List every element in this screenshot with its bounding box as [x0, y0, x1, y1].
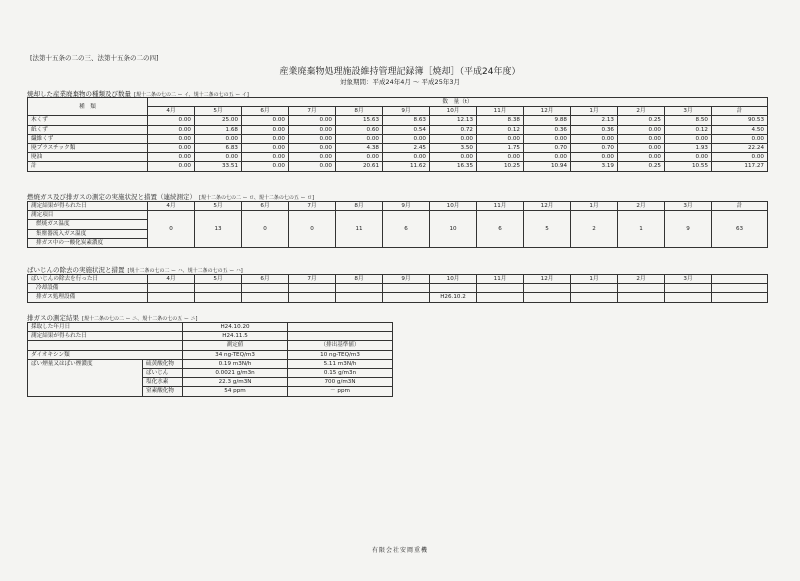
combustion-count: 0 [242, 211, 289, 248]
waste-value: 0.72 [430, 125, 477, 134]
soot-label: ばい煙量又はばい煙濃度 [28, 359, 143, 396]
waste-value: 3.19 [571, 162, 618, 171]
waste-type-label: 廃プラスチック類 [28, 143, 148, 152]
dust-heading-text: ばいじんの除去の実施状況と措置 [27, 266, 125, 274]
waste-row [28, 134, 768, 143]
waste-value: 0.36 [524, 125, 571, 134]
waste-value: 12.13 [430, 116, 477, 125]
exhaust-table [27, 322, 393, 397]
month-header: 4月 [148, 107, 195, 116]
waste-value: 1.93 [665, 143, 712, 152]
measurement-items-title: 測定項目 [28, 211, 148, 220]
waste-value: 0.00 [289, 143, 336, 152]
combustion-table [27, 201, 768, 248]
waste-row [28, 125, 768, 134]
waste-value: 0.70 [524, 143, 571, 152]
waste-value: 0.00 [383, 153, 430, 162]
waste-value: 0.36 [571, 125, 618, 134]
month-header: 4月 [148, 202, 195, 211]
combustion-count: 1 [618, 211, 665, 248]
waste-value: 0.00 [618, 143, 665, 152]
waste-value: 0.00 [477, 134, 524, 143]
waste-row [28, 143, 768, 152]
exhaust-header-row [28, 341, 393, 350]
waste-value: 8.63 [383, 116, 430, 125]
soot-item-label: 窒素酸化物 [143, 387, 183, 396]
waste-value: 0.00 [524, 153, 571, 162]
waste-value: 0.00 [665, 153, 712, 162]
month-header: 8月 [336, 202, 383, 211]
waste-value: 0.00 [242, 143, 289, 152]
dust-value [430, 284, 477, 293]
waste-total: 117.27 [712, 162, 768, 171]
sampled-label: 採取した年月日 [28, 323, 183, 332]
dust-value [289, 293, 336, 302]
waste-value: 10.94 [524, 162, 571, 171]
month-header: 10月 [430, 275, 477, 284]
waste-heading-text: 焼却した産業廃棄物の種類及び数量 [27, 90, 131, 98]
law-reference: [法第十五条の二の三、法第十五条の二の四] [30, 54, 159, 62]
empty-cell [712, 284, 768, 293]
dust-row [28, 293, 768, 302]
month-header: 9月 [383, 202, 430, 211]
month-header: 3月 [665, 275, 712, 284]
combustion-count: 9 [665, 211, 712, 248]
waste-value: 6.83 [195, 143, 242, 152]
waste-value: 0.00 [524, 134, 571, 143]
waste-value: 0.00 [618, 153, 665, 162]
soot-standard: － ppm [288, 387, 393, 396]
measurement-item: 集塵器流入ガス温度 [28, 229, 148, 238]
waste-value: 0.00 [618, 125, 665, 134]
total-header: 計 [712, 202, 768, 211]
waste-type-label: 紙くず [28, 125, 148, 134]
month-header: 1月 [571, 107, 618, 116]
waste-value: 11.62 [383, 162, 430, 171]
waste-value: 0.00 [571, 134, 618, 143]
result-date-label: 測定結果が得られた日 [28, 332, 183, 341]
waste-total: 90.53 [712, 116, 768, 125]
company-name: 有限会社安岡重機 [371, 547, 428, 554]
waste-value: 0.60 [336, 125, 383, 134]
combustion-section-heading [27, 192, 314, 201]
month-header: 7月 [289, 107, 336, 116]
waste-value: 0.00 [383, 134, 430, 143]
waste-value: 0.00 [148, 125, 195, 134]
waste-value: 0.00 [242, 134, 289, 143]
month-header: 8月 [336, 275, 383, 284]
waste-value: 0.00 [195, 153, 242, 162]
total-header: 計 [712, 107, 768, 116]
dust-value [242, 293, 289, 302]
waste-total: 0.00 [712, 134, 768, 143]
waste-value: 1.68 [195, 125, 242, 134]
combustion-count: 2 [571, 211, 618, 248]
dust-equipment-label: 排ガス処理設備 [28, 293, 148, 302]
month-header: 5月 [195, 202, 242, 211]
waste-value: 0.00 [289, 116, 336, 125]
waste-value: 0.00 [289, 134, 336, 143]
month-header: 2月 [618, 275, 665, 284]
dust-value [289, 284, 336, 293]
waste-value: 3.50 [430, 143, 477, 152]
waste-total: 0.00 [712, 153, 768, 162]
soot-standard: 700 g/m3N [288, 378, 393, 387]
dust-value [618, 293, 665, 302]
waste-value: 10.55 [665, 162, 712, 171]
exhaust-heading-text: 排ガスの測定結果 [27, 314, 79, 322]
combustion-heading-text: 燃焼ガス及び排ガスの測定の実施状況と措置（連続測定） [27, 193, 196, 201]
soot-measured: 0.19 m3N/h [183, 359, 288, 368]
waste-value: 8.50 [665, 116, 712, 125]
combustion-date-label: 測定結果が得られた日 [28, 202, 148, 211]
month-header: 12月 [524, 107, 571, 116]
dust-date-label: ばいじんの除去を行った日 [28, 275, 148, 284]
month-header: 3月 [665, 107, 712, 116]
dust-value: H26.10.2 [430, 293, 477, 302]
dioxin-row [28, 350, 393, 359]
dust-value [665, 284, 712, 293]
dust-value [195, 284, 242, 293]
waste-value: 1.75 [477, 143, 524, 152]
month-header: 11月 [477, 107, 524, 116]
waste-value: 4.38 [336, 143, 383, 152]
month-header: 5月 [195, 107, 242, 116]
measured-header: 測定値 [183, 341, 288, 350]
soot-standard: 0.15 g/m3n [288, 368, 393, 377]
waste-value: 15.63 [336, 116, 383, 125]
dust-value [383, 293, 430, 302]
waste-row [28, 153, 768, 162]
month-header: 9月 [383, 275, 430, 284]
dust-value [524, 284, 571, 293]
month-header: 7月 [289, 275, 336, 284]
waste-value: 0.00 [430, 134, 477, 143]
waste-value: 0.00 [336, 134, 383, 143]
measurement-item: 燃焼ガス温度 [28, 220, 148, 229]
exhaust-result-row [28, 332, 393, 341]
month-header: 10月 [430, 202, 477, 211]
dust-value [477, 293, 524, 302]
month-header: 11月 [477, 275, 524, 284]
dust-value [571, 284, 618, 293]
dust-value [477, 284, 524, 293]
quantity-header: 数 量（t） [148, 98, 768, 107]
waste-value: 8.38 [477, 116, 524, 125]
combustion-count: 0 [289, 211, 336, 248]
waste-value: 0.54 [383, 125, 430, 134]
waste-table [27, 97, 768, 172]
month-header: 12月 [524, 202, 571, 211]
month-header: 1月 [571, 275, 618, 284]
waste-value: 2.45 [383, 143, 430, 152]
month-header: 10月 [430, 107, 477, 116]
combustion-header-row [28, 202, 768, 211]
waste-value: 0.00 [148, 116, 195, 125]
waste-value: 0.00 [195, 134, 242, 143]
dust-header-row [28, 275, 768, 284]
month-header: 2月 [618, 202, 665, 211]
waste-total: 4.50 [712, 125, 768, 134]
dioxin-measured: 34 ng-TEQ/m3 [183, 350, 288, 359]
combustion-count: 6 [477, 211, 524, 248]
dust-value [336, 284, 383, 293]
sampled-value: H24.10.20 [183, 323, 288, 332]
dust-heading-ref: [規十二条の七の二 ー ハ、規十二条の七の五 ー ハ] [127, 268, 243, 274]
month-header: 5月 [195, 275, 242, 284]
waste-value: 0.00 [336, 153, 383, 162]
empty-cell [712, 293, 768, 302]
soot-item-label: 硫黄酸化物 [143, 359, 183, 368]
waste-row [28, 162, 768, 171]
soot-row [28, 359, 393, 368]
waste-value: 0.00 [242, 153, 289, 162]
month-header: 6月 [242, 202, 289, 211]
waste-value: 16.35 [430, 162, 477, 171]
month-header: 1月 [571, 202, 618, 211]
waste-value: 0.12 [665, 125, 712, 134]
kind-header: 種 類 [28, 98, 148, 116]
waste-value: 0.00 [289, 153, 336, 162]
waste-type-label: 繊維くず [28, 134, 148, 143]
combustion-heading-ref: [規十二条の七の二 ー ロ、規十二条の七の五 ー ロ] [199, 195, 315, 201]
waste-value: 0.00 [242, 125, 289, 134]
waste-type-label: 木くず [28, 116, 148, 125]
soot-item-label: 塩化水素 [143, 378, 183, 387]
dust-value [383, 284, 430, 293]
waste-total: 22.24 [712, 143, 768, 152]
waste-value: 0.00 [430, 153, 477, 162]
dioxin-standard: 10 ng-TEQ/m3 [288, 350, 393, 359]
waste-value: 0.00 [289, 162, 336, 171]
waste-type-label: 計 [28, 162, 148, 171]
exhaust-heading-ref: [規十二条の七の二 ー ニ、規十二条の七の五 ー ニ] [82, 316, 198, 322]
combustion-count: 10 [430, 211, 477, 248]
soot-measured: 54 ppm [183, 387, 288, 396]
waste-value: 33.51 [195, 162, 242, 171]
month-header: 6月 [242, 275, 289, 284]
waste-value: 25.00 [195, 116, 242, 125]
waste-value: 10.25 [477, 162, 524, 171]
waste-value: 9.88 [524, 116, 571, 125]
waste-value: 0.12 [477, 125, 524, 134]
combustion-count: 11 [336, 211, 383, 248]
waste-value: 0.25 [618, 116, 665, 125]
waste-header-row-1 [28, 98, 768, 107]
waste-value: 0.00 [477, 153, 524, 162]
dust-section-heading [27, 265, 243, 274]
dust-value [336, 293, 383, 302]
dust-value [148, 293, 195, 302]
waste-value: 0.00 [148, 134, 195, 143]
result-date-value: H24.11.5 [183, 332, 288, 341]
waste-value: 0.00 [571, 153, 618, 162]
combustion-count: 0 [148, 211, 195, 248]
combustion-count: 6 [383, 211, 430, 248]
waste-heading-ref: [規十二条の七の二 ー イ、規十二条の七の五 ー イ] [134, 92, 249, 98]
dioxin-label: ダイオキシン類 [28, 350, 183, 359]
target-period: 対象期間：平成24年4月 ～ 平成25年3月 [340, 78, 460, 86]
waste-value: 0.00 [289, 125, 336, 134]
month-header: 3月 [665, 202, 712, 211]
soot-measured: 22.3 g/m3N [183, 378, 288, 387]
exhaust-section-heading [27, 313, 197, 322]
waste-value: 20.61 [336, 162, 383, 171]
waste-type-label: 廃油 [28, 153, 148, 162]
waste-value: 0.00 [148, 162, 195, 171]
combustion-count: 13 [195, 211, 242, 248]
combustion-count: 5 [524, 211, 571, 248]
waste-value: 0.00 [242, 162, 289, 171]
combustion-total: 63 [712, 211, 768, 248]
dust-value [665, 293, 712, 302]
waste-value: 0.00 [618, 134, 665, 143]
month-header: 8月 [336, 107, 383, 116]
dust-row [28, 284, 768, 293]
waste-value: 0.00 [242, 116, 289, 125]
standard-header: （排出基準値） [288, 341, 393, 350]
soot-standard: 5.11 m3N/h [288, 359, 393, 368]
dust-value [618, 284, 665, 293]
dust-value [524, 293, 571, 302]
month-header: 9月 [383, 107, 430, 116]
month-header: 2月 [618, 107, 665, 116]
combustion-item-row [28, 211, 768, 220]
empty-cell [712, 275, 768, 284]
dust-equipment-label: 冷却設備 [28, 284, 148, 293]
waste-value: 0.00 [665, 134, 712, 143]
month-header: 11月 [477, 202, 524, 211]
month-header: 7月 [289, 202, 336, 211]
waste-value: 0.70 [571, 143, 618, 152]
waste-value: 0.00 [148, 143, 195, 152]
dust-value [242, 284, 289, 293]
exhaust-sampled-row [28, 323, 393, 332]
soot-item-label: ばいじん [143, 368, 183, 377]
soot-measured: 0.0021 g/m3n [183, 368, 288, 377]
waste-row [28, 116, 768, 125]
measurement-item: 排ガス中の一酸化炭素濃度 [28, 238, 148, 247]
page-title: 産業廃棄物処理施設維持管理記録簿［焼却］（平成24年度） [279, 67, 521, 77]
waste-value: 0.00 [148, 153, 195, 162]
waste-value: 2.13 [571, 116, 618, 125]
month-header: 4月 [148, 275, 195, 284]
dust-table [27, 274, 768, 303]
month-header: 12月 [524, 275, 571, 284]
waste-value: 0.25 [618, 162, 665, 171]
dust-value [195, 293, 242, 302]
month-header: 6月 [242, 107, 289, 116]
dust-value [571, 293, 618, 302]
dust-value [148, 284, 195, 293]
